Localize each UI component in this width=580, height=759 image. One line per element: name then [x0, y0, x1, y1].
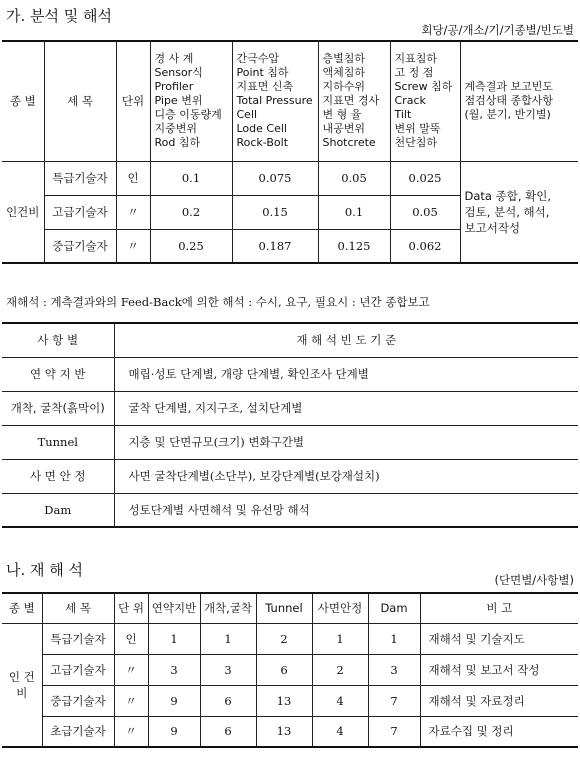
cost-cell: 3 — [368, 654, 420, 685]
cost-cell: 1 — [312, 623, 368, 654]
cost-header: 세 목 — [42, 593, 114, 623]
cost-header: Tunnel — [256, 593, 312, 623]
criteria-row-right: 성토단계별 사면해석 및 유선망 해석 — [114, 493, 578, 527]
cost-cell: 6 — [200, 716, 256, 747]
row-unit: 〃 — [116, 195, 150, 229]
cost-header: 연약지반 — [148, 593, 200, 623]
row-item: 고급기술자 — [44, 195, 116, 229]
cell-value: 0.05 — [390, 195, 460, 229]
group-label: 인건비 — [2, 161, 44, 263]
cost-cell: 13 — [256, 716, 312, 747]
row-unit: 인 — [116, 161, 150, 195]
criteria-row-left: Tunnel — [2, 425, 114, 459]
cost-remark: 재해석 및 기술지도 — [420, 623, 578, 654]
cell-value: 0.1 — [318, 195, 390, 229]
cost-remark: 자료수집 및 정리 — [420, 716, 578, 747]
cost-group-label: 인 건 비 — [2, 623, 42, 747]
header-category: 종 별 — [2, 41, 44, 161]
section1-title: 가. 분석 및 해석 — [6, 7, 113, 25]
row-unit: 〃 — [116, 229, 150, 263]
cost-cell: 1 — [368, 623, 420, 654]
cost-row-item: 중급기술자 — [42, 685, 114, 716]
header-col4: 지표침하 고 정 점 Screw 침하 Crack Tilt 변위 말뚝 천단침하 — [390, 41, 460, 161]
cost-cell: 4 — [312, 716, 368, 747]
cost-cell: 9 — [148, 685, 200, 716]
cost-cell: 1 — [148, 623, 200, 654]
section2-subtitle: (단면별/사항별) — [494, 573, 574, 587]
header-item: 세 목 — [44, 41, 116, 161]
cost-cell: 2 — [312, 654, 368, 685]
cost-cell: 6 — [200, 685, 256, 716]
criteria-row-right: 매립·성토 단계별, 개량 단계별, 확인조사 단계별 — [114, 357, 578, 391]
criteria-row-right: 지층 및 단면규모(크기) 변화구간별 — [114, 425, 578, 459]
cost-cell: 7 — [368, 716, 420, 747]
cell-value: 0.15 — [232, 195, 318, 229]
header-col3: 층별침하 액체침하 지하수위 지표면 경사 변 형 율 내공변위 Shotcrete — [318, 41, 390, 161]
cell-value: 0.187 — [232, 229, 318, 263]
header-col2: 간극수압 Point 침하 지표면 신축 Total Pressure Cell Lode Cell Rock-Bolt — [232, 41, 318, 161]
criteria-header-left: 사 항 별 — [2, 323, 114, 357]
reanalysis-cost-table — [2, 592, 578, 748]
cost-cell: 13 — [256, 685, 312, 716]
cell-value: 0.05 — [318, 161, 390, 195]
cost-header: 종 별 — [2, 593, 42, 623]
criteria-row-right: 사면 굴착단계별(소단부), 보강단계별(보강재설치) — [114, 459, 578, 493]
cost-cell: 1 — [200, 623, 256, 654]
cost-cell: 3 — [200, 654, 256, 685]
criteria-header-right: 재 해 석 빈 도 기 준 — [114, 323, 578, 357]
cell-value: 0.025 — [390, 161, 460, 195]
section2-title: 나. 재 해 석 — [6, 561, 84, 579]
cell-value: 0.075 — [232, 161, 318, 195]
cost-row-item: 고급기술자 — [42, 654, 114, 685]
reanalysis-criteria-table — [2, 322, 578, 528]
criteria-row-left: 사 면 안 정 — [2, 459, 114, 493]
cost-row-unit: 〃 — [114, 654, 148, 685]
cost-header: Dam — [368, 593, 420, 623]
cost-header: 사면안정 — [312, 593, 368, 623]
cost-header: 비 고 — [420, 593, 578, 623]
header-col1: 경 사 계 Sensor식 Profiler Pipe 변위 디층 이동량계 지중변위 Rod 침하 — [150, 41, 232, 161]
reanalysis-note: 재해석 : 계측결과와의 Feed-Back에 의한 해석 : 수시, 요구, 필요시 : 년간 종합보고 — [6, 295, 430, 309]
cost-cell: 2 — [256, 623, 312, 654]
cell-value: 0.1 — [150, 161, 232, 195]
analysis-table — [2, 40, 578, 264]
cell-value: 0.062 — [390, 229, 460, 263]
row-item: 특급기술자 — [44, 161, 116, 195]
criteria-row-left: Dam — [2, 493, 114, 527]
cost-cell: 7 — [368, 685, 420, 716]
cell-value: 0.2 — [150, 195, 232, 229]
remark-cell: Data 종합, 확인, 검토, 분석, 해석, 보고서작성 — [460, 161, 578, 263]
cost-row-item: 특급기술자 — [42, 623, 114, 654]
criteria-row-left: 개착, 굴착(흙막이) — [2, 391, 114, 425]
cost-row-unit: 〃 — [114, 685, 148, 716]
cost-row-unit: 인 — [114, 623, 148, 654]
cell-value: 0.25 — [150, 229, 232, 263]
header-col5: 계측결과 보고빈도 점검상태 종합사항 (월, 분기, 반기별) — [460, 41, 578, 161]
section1-subtitle: 회당/공/개소/기/기종별/빈도별 — [421, 23, 574, 37]
cost-remark: 재해석 및 자료정리 — [420, 685, 578, 716]
cost-cell: 9 — [148, 716, 200, 747]
header-unit: 단위 — [116, 41, 150, 161]
cost-cell: 3 — [148, 654, 200, 685]
cost-row-item: 초급기술자 — [42, 716, 114, 747]
criteria-row-right: 굴착 단계별, 지지구조, 설치단계별 — [114, 391, 578, 425]
cost-header: 단 위 — [114, 593, 148, 623]
cost-row-unit: 〃 — [114, 716, 148, 747]
cost-header: 개착,굴착 — [200, 593, 256, 623]
cost-remark: 재해석 및 보고서 작성 — [420, 654, 578, 685]
cell-value: 0.125 — [318, 229, 390, 263]
row-item: 중급기술자 — [44, 229, 116, 263]
cost-cell: 6 — [256, 654, 312, 685]
criteria-row-left: 연 약 지 반 — [2, 357, 114, 391]
cost-cell: 4 — [312, 685, 368, 716]
